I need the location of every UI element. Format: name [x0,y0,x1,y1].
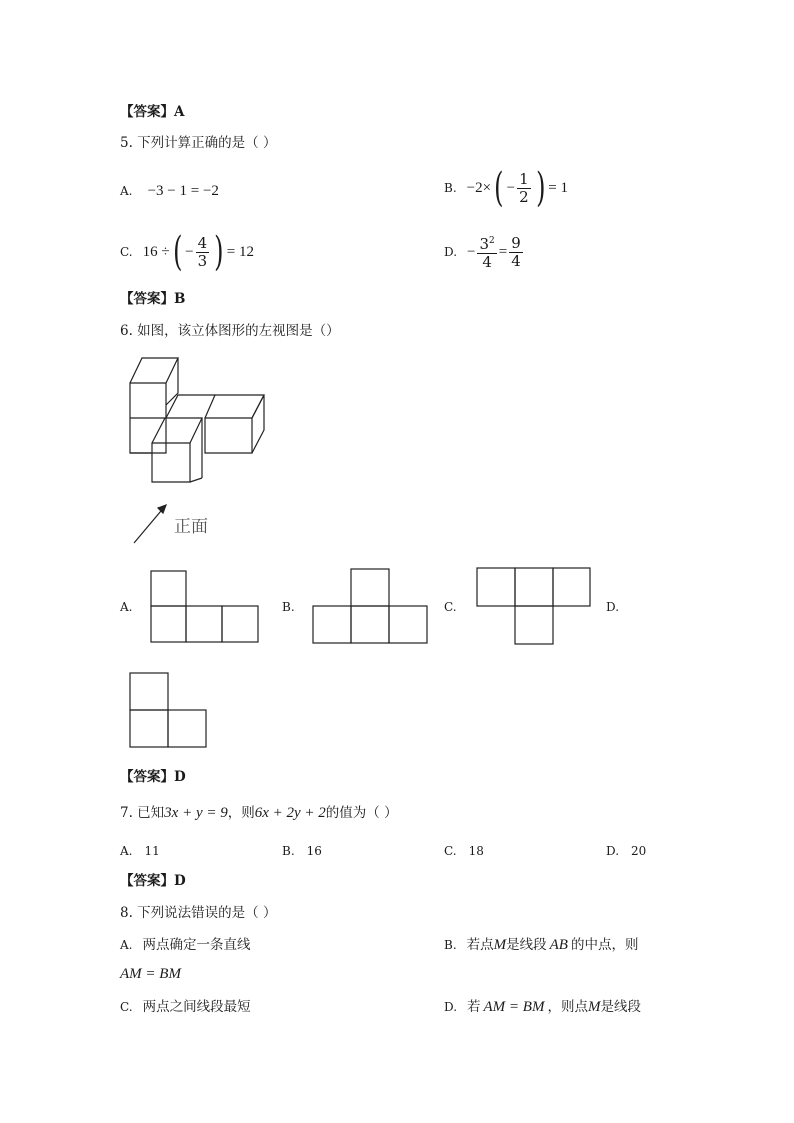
q7-expression: 6x + 2y + 2 [254,805,326,821]
q7-stem: 7. 已知3x + y = 9，则6x + 2y + 2的值为（ ） [120,805,398,821]
q7-answer: 【答案】D [120,873,186,889]
q7-option-a[interactable]: A. 11 [120,844,160,858]
q5-c-post: = 12 [226,243,255,260]
q7-option-b[interactable]: B. 16 [282,844,322,858]
q6-answer: 【答案】D [120,769,186,785]
option-label: C. [120,245,133,259]
q8-option-a[interactable]: A. 两点确定一条直线 [120,937,251,953]
left-paren: ( [494,165,504,211]
left-paren: ( [172,229,183,275]
option-label: B. [444,181,457,195]
q8-option-d[interactable]: D. 若 AM = BM ，则点M是线段 [444,999,641,1015]
q5-d-eq: = [498,243,508,260]
q5-d-fraction-left: $\frac{3^2}{4}$ [479,235,495,271]
right-paren: ) [535,165,546,211]
q5-c-fraction: $\frac{4}{3}$ [197,233,208,270]
q6-option-d-label[interactable]: D. [606,600,620,614]
q5-c-sign: − [185,243,194,260]
q5-b-pre: −2× [466,179,492,196]
right-paren: ) [214,229,224,275]
q6-option-c-label[interactable]: C. [444,600,457,614]
q7-condition: 3x + y = 9 [164,805,228,821]
q5-d-fraction-right: $\frac{9}{4}$ [511,233,521,270]
q6-stem: 6. 如图，该立体图形的左视图是（） [120,323,340,339]
q5-b-sign: − [506,179,516,196]
q6-option-b-label[interactable]: B. [282,600,295,614]
q5-answer: 【答案】B [120,291,186,307]
option-label: A. [120,184,133,198]
q5-a-expression: −3 − 1 = −2 [147,183,219,199]
q5-stem: 5. 下列计算正确的是（ ） [120,135,277,151]
q6-front-label: 正面 [174,517,208,537]
q8-option-b[interactable]: B. 若点M是线段 AB 的中点，则 [444,937,639,953]
q8-option-b-continued: AM = BM [120,966,181,982]
q7-option-d[interactable]: D. 20 [606,844,647,858]
q7-option-c[interactable]: C. 18 [444,844,484,858]
q5-b-fraction: $\frac{1}{2}$ [519,169,529,206]
q8-option-c[interactable]: C. 两点之间线段最短 [120,999,251,1015]
q6-option-a-label[interactable]: A. [120,600,133,614]
q5-b-post: = 1 [548,179,569,196]
q4-answer: 【答案】A [120,104,185,120]
option-label: D. [444,245,458,259]
q5-c-pre: 16 ÷ [142,243,170,260]
q8-stem: 8. 下列说法错误的是（ ） [120,905,277,921]
q5-d-sign: − [467,243,476,260]
